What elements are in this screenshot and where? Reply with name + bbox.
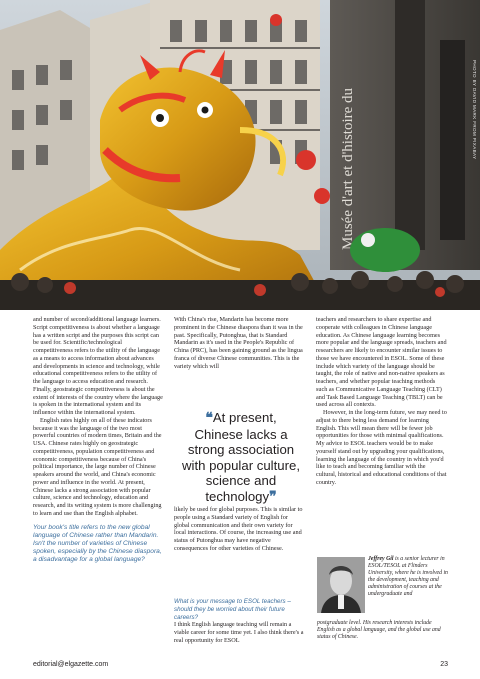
col3-paragraph-2: However, in the long-term future, we may need to adjust to there being less demand for learning English. This will mean there will be fewer job opportunities for those with minimal qualifications. My advice to ESOL teachers would be to make yourself stand out by upgrading your qualifications, learning the language of the country in which you'd like to teach and becoming familiar with the cultural, historical and educational conditions of that country.: [316, 409, 447, 486]
author-photo: [317, 557, 365, 613]
museum-sign: Musée d'art et d'histoire du: [340, 87, 356, 250]
column-3: [316, 316, 447, 487]
author-bio-text: is a senior lecturer in ESOL/TESOL at Flinders University, where he is involved in the development, teaching and administration of courses at the undergraduate and: [368, 556, 448, 598]
col2-paragraph-2: likely be used for global purposes. This is similar to people using a Standard variety of English for global communication and their own variety for local interactions. Of course, the increasing use and status of Putonghua may have negative consequences for other varieties of Chinese.: [174, 506, 303, 552]
photo-credit: PHOTO BY DAVID MARK FROM PIXABAY: [472, 60, 477, 160]
author-bio-continued: postgraduate level. His research interests include English as a global language, and the global use and status of Chinese.: [317, 620, 441, 641]
column-2: [174, 316, 304, 370]
column-2-question: [174, 598, 304, 645]
col1-paragraph-1: and number of second/additional language learners. Script competitiveness is about whether a language has a written script and the purposes this script can be used for. Scientific/technological competitiveness refers to the utility of the language as a means to access information about advances and developments in science and technology, while educational competitiveness refers to the utility of the language to access education and research. Finally, geostrategic competitiveness is about the extent of interests of the country where the language is spoken in the international system and its influence within the international system.: [33, 316, 163, 416]
column-2-continued: [174, 506, 304, 553]
hero-photo: [0, 0, 480, 310]
col2-paragraph-1: With China's rise, Mandarin has become more prominent in the Chinese diaspora than it was in the past. Specifically, Putonghua, that is Standard Mandarin as it's used in the People's Republic of China (PRC), has been gaining ground as the lingua franca of diverse Chinese communities. This is the variety which will: [174, 316, 303, 370]
pull-quote-text: At present, Chinese lacks a strong association with popular culture, science and technology: [181, 410, 301, 504]
column-1: [33, 316, 163, 564]
author-bio: [368, 556, 448, 599]
page-number: 23: [440, 661, 448, 668]
col1-paragraph-2: English rates highly on all of these indicators because it was the language of the two most powerful countries of modern times, Britain and the USA. Chinese rates highly on geostrategic competitiveness, population competitiveness and economic competitiveness because of China's political importance, the large number of Chinese speakers around the world, and China's economic power and influence in the world. At present, Chinese lacks a strong association with popular culture, science and technology, education and research, and its writing system is more challenging to learn and use than the English alphabet.: [33, 416, 162, 517]
interview-question-1: Your book's title refers to the new global language of Chinese rather than Mandarin. Isn't the number of varieties of Chinese spoken, especially by the Chinese diaspora, a disadvantage for a global language?: [33, 523, 162, 563]
col2-paragraph-3: I think English language teaching will remain a viable career for some time yet. I also think there's a real opportunity for ESOL: [174, 621, 304, 644]
open-quote-icon: ❝: [205, 410, 213, 426]
col3-paragraph-1: teachers and researchers to share expertise and cooperate with colleagues in Chinese language education. As Chinese language learning becomes more popular and the language spreads, teachers and researchers are likely to encounter similar issues to those we have encountered in ESOL. Some of these include which variety of the language should be taught, the role of native and non-native speakers as teachers, and whether popular teaching methods such as Communicative Language Teaching (CLT) and Task Based Language Teaching (TBLT) can be used across all contexts.: [316, 316, 447, 409]
author-name: Jeffrey Gil: [368, 556, 394, 562]
close-quote-icon: ❞: [269, 488, 277, 505]
pull-quote: [181, 410, 301, 505]
footer-email[interactable]: editorial@elgazette.com: [33, 661, 109, 668]
interview-question-2: What is your message to ESOL teachers – should they be worried about their future careers?: [174, 598, 291, 621]
